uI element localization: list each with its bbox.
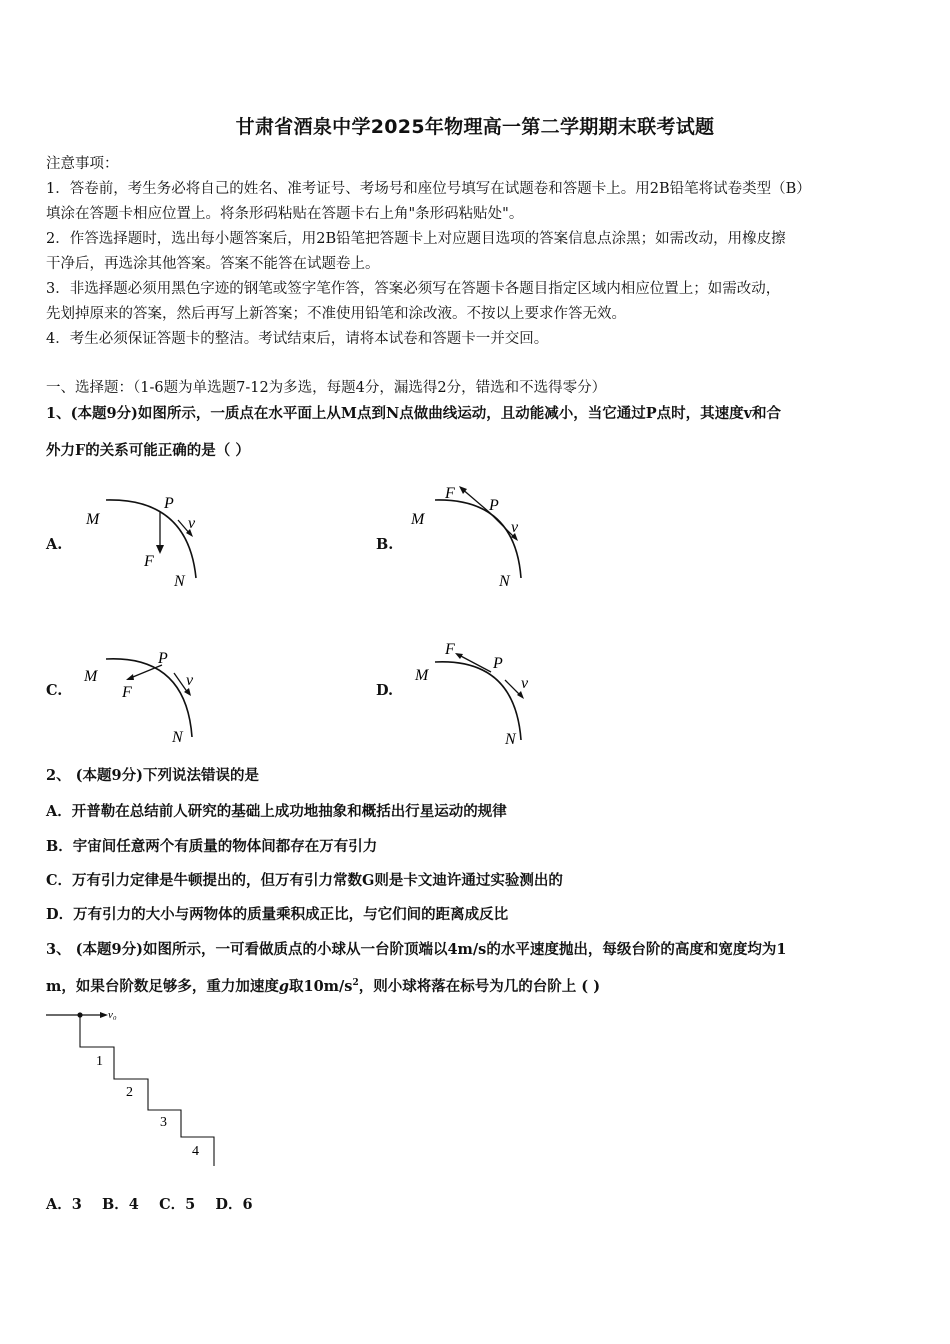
notice-heading: 注意事项： — [46, 156, 119, 172]
question-2-stem: 2、 (本题9分)下列说法错误的是 — [46, 767, 259, 784]
q1-figure-a — [78, 490, 218, 590]
step-label-1: 1 — [96, 1054, 103, 1069]
q1-option-c-label: C. — [46, 682, 63, 699]
force-arrow — [461, 488, 489, 512]
label-n: N — [505, 731, 516, 748]
q1-figure-d — [405, 638, 545, 748]
label-v: v — [186, 672, 194, 689]
q3-text-c: ，则小球将落在标号为几的台阶上 ( ) — [358, 978, 601, 995]
q3-text-b: 取10m/s — [288, 978, 353, 995]
label-v0: v₀ — [108, 1009, 117, 1021]
label-f: F — [144, 553, 154, 570]
label-p: P — [489, 497, 499, 514]
label-p: P — [493, 655, 503, 672]
notice-line: 3．非选择题必须用黑色字迹的钢笔或签字笔作答，答案必须写在答题卡各题目指定区域内相应位置上；如需改动， — [46, 281, 781, 297]
label-m: M — [411, 511, 425, 528]
notice-line: 先划掉原来的答案，然后再写上新答案；不准使用铅笔和涂改液。不按以上要求作答无效。 — [46, 306, 626, 322]
q1-option-a-label: A. — [46, 536, 63, 553]
label-p: P — [164, 495, 174, 512]
notice-line: 4．考生必须保证答题卡的整洁。考试结束后，请将本试卷和答题卡一并交回。 — [46, 331, 549, 347]
label-m: M — [415, 667, 429, 684]
notice-line: 2．作答选择题时，选出每小题答案后，用2B铅笔把答题卡上对应题目选项的答案信息点涂黑；如需改动，用橡皮擦 — [46, 231, 786, 247]
notice-line: 干净后，再选涂其他答案。答案不能答在试题卷上。 — [46, 256, 380, 272]
q3-text-a: m，如果台阶数足够多，重力加速度 — [46, 978, 279, 995]
step-label-4: 4 — [192, 1144, 199, 1159]
q1-figure-c — [78, 645, 218, 745]
q2-option-d: D．万有引力的大小与两物体的质量乘积成正比，与它们间的距离成反比 — [46, 906, 509, 923]
trajectory-curve — [435, 500, 521, 578]
q1-figure-b — [405, 480, 545, 590]
label-v: v — [511, 519, 519, 536]
label-m: M — [86, 511, 100, 528]
q2-option-b: B．宇宙间任意两个有质量的物体间都存在万有引力 — [46, 838, 378, 855]
q3-g-symbol: g — [278, 978, 289, 995]
label-v: v — [521, 675, 529, 692]
label-n: N — [174, 573, 185, 590]
q3-stairs-figure — [44, 1004, 234, 1169]
label-n: N — [499, 573, 510, 590]
step-label-2: 2 — [126, 1085, 133, 1100]
step-label-3: 3 — [160, 1115, 167, 1130]
notice-line: 1．答卷前，考生务必将自己的姓名、准考证号、考场号和座位号填写在试题卷和答题卡上。用2B铅笔将试卷类型（B） — [46, 181, 811, 197]
notice-line: 填涂在答题卡相应位置上。将条形码粘贴在答题卡右上角"条形码粘贴处"。 — [46, 206, 524, 222]
question-3-stem: 3、 (本题9分)如图所示，一可看做质点的小球从一台阶顶端以4m/s的水平速度抛出，每级台阶的高度和宽度均为1 — [46, 941, 787, 958]
trajectory-curve — [435, 662, 521, 740]
label-m: M — [84, 668, 98, 685]
force-arrowhead — [126, 674, 134, 680]
page-title: 甘肃省酒泉中学2025年物理高一第二学期期末联考试题 — [235, 116, 715, 138]
label-f: F — [445, 485, 455, 502]
force-arrowhead — [156, 545, 164, 554]
label-v: v — [188, 515, 196, 532]
question-3-stem-cont — [46, 975, 600, 996]
q3-superscript: 2 — [352, 978, 359, 989]
velocity-arrowhead — [100, 1012, 108, 1018]
q2-option-c: C．万有引力定律是牛顿提出的，但万有引力常数G则是卡文迪许通过实验测出的 — [46, 872, 563, 889]
q1-option-b-label: B. — [376, 536, 394, 553]
question-1-stem: 1、(本题9分)如图所示，一质点在水平面上从M点到N点做曲线运动，且动能减小，当它通过P点时，其速度v和合 — [46, 405, 782, 422]
label-f: F — [122, 684, 132, 701]
q2-option-a: A．开普勒在总结前人研究的基础上成功地抽象和概括出行星运动的规律 — [46, 803, 507, 820]
label-f: F — [445, 641, 455, 658]
force-arrowhead — [455, 653, 463, 659]
section-heading: 一、选择题：（1-6题为单选题7-12为多选，每题4分，漏选得2分，错选和不选得零分） — [46, 380, 607, 396]
question-1-stem-cont: 外力F的关系可能正确的是（ ） — [46, 442, 250, 459]
label-p: P — [158, 650, 168, 667]
q3-answer-options: A．3 B．4 C．5 D．6 — [46, 1196, 253, 1213]
label-n: N — [172, 729, 183, 745]
q1-option-d-label: D. — [376, 682, 394, 699]
